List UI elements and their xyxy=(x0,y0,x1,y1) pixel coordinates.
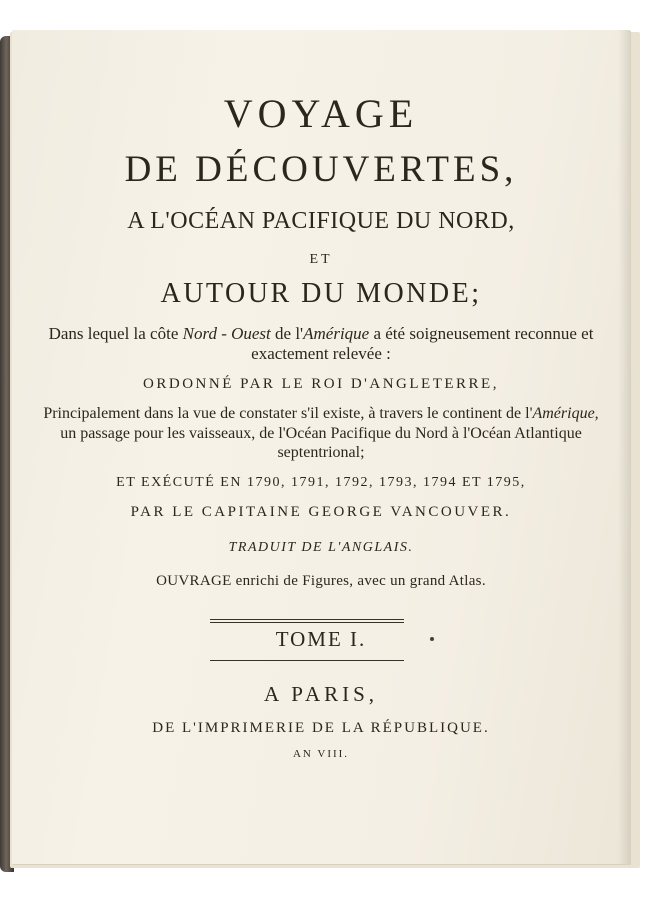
printer-line: DE L'IMPRIMERIE DE LA RÉPUBLIQUE. xyxy=(152,720,490,736)
subtitle-et: ET xyxy=(309,252,333,267)
para2-c: un passage pour les vaisseaux, de l'Océan Pacifique du Nord à l'Océan Atlantique septentrional; xyxy=(60,424,582,461)
tome-rule-bottom xyxy=(210,660,404,661)
execute-years-line: ET EXÉCUTÉ EN 1790, 1791, 1792, 1793, 1794 ET 1795, xyxy=(116,475,526,490)
tome-rule-top-thin xyxy=(210,622,404,623)
title-line-voyage: VOYAGE xyxy=(223,91,419,136)
year-line: AN VIII. xyxy=(292,748,350,760)
description-paragraph-2 xyxy=(36,404,606,463)
tome-label: TOME I. xyxy=(275,627,367,651)
author-line: PAR LE CAPITAINE GEORGE VANCOUVER. xyxy=(130,504,512,520)
title-page xyxy=(12,30,630,864)
tome-rule-top xyxy=(210,619,404,620)
description-paragraph-1 xyxy=(36,324,606,364)
para2-b: Amérique, xyxy=(532,405,599,422)
ink-spot xyxy=(430,637,434,641)
place-line: A PARIS, xyxy=(263,682,379,706)
translation-line: TRADUIT DE L'ANGLAIS. xyxy=(228,540,414,555)
subtitle-ocean-pacifique: A L'OCÉAN PACIFIQUE DU NORD, xyxy=(127,208,515,234)
para2-a: Principalement dans la vue de constater s'il existe, à travers le continent de l' xyxy=(43,405,533,422)
subtitle-autour-du-monde: AUTOUR DU MONDE; xyxy=(160,278,482,309)
atlas-line: OUVRAGE enrichi de Figures, avec un grand Atlas. xyxy=(156,573,486,589)
title-line-decouvertes: DE DÉCOUVERTES, xyxy=(124,149,518,190)
para1-c: de l' xyxy=(270,324,304,343)
page-shadow xyxy=(618,30,630,864)
title-page-content xyxy=(12,30,630,864)
para1-b: Nord - Ouest xyxy=(182,324,271,343)
para1-d: Amérique xyxy=(303,324,370,343)
para1-a: Dans lequel la côte xyxy=(48,324,183,343)
para1-e: a été soigneusement reconnue et exactement relevée : xyxy=(251,324,594,363)
ordonne-line: ORDONNÉ PAR LE ROI D'ANGLETERRE, xyxy=(143,376,499,392)
